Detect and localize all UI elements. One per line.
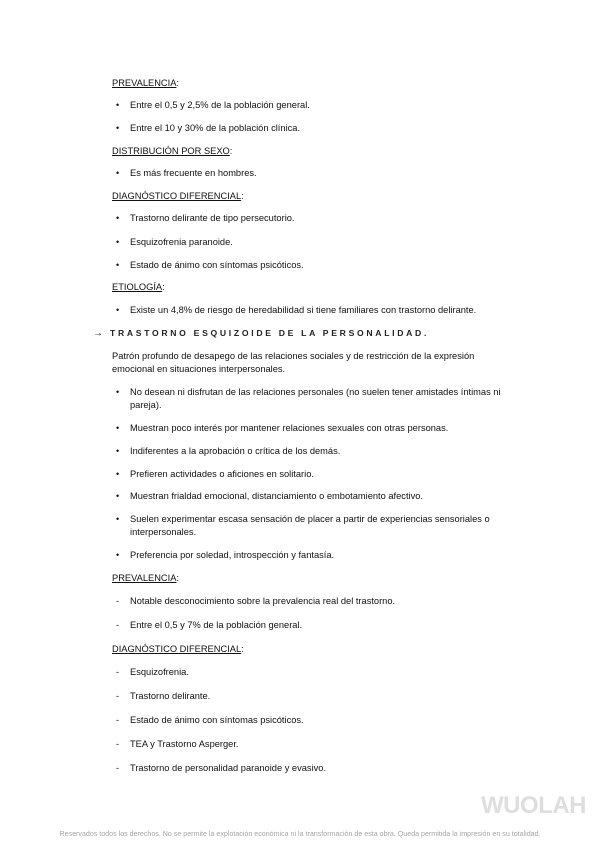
list-item: Esquizofrenia.: [130, 667, 189, 677]
bullet-marker: •: [116, 446, 120, 456]
dash-marker: -: [116, 691, 119, 701]
bullet-marker: •: [116, 123, 120, 133]
footer-disclaimer: Reservados todos los derechos. No se permite la explotación económica ni la transformación de esta obra. Queda permitida la impresión en su totalidad.: [59, 830, 541, 838]
bullet-marker: •: [116, 491, 120, 501]
dash-marker: -: [116, 596, 119, 606]
title-text: ETIOLOGÍA: [112, 282, 163, 292]
list-item: Entre el 0,5 y 2,5% de la población general.: [130, 100, 310, 110]
list-item: Trastorno de personalidad paranoide y evasivo.: [130, 763, 327, 773]
bullet-marker: •: [116, 550, 120, 560]
title-text: DISTRIBUCIÓN POR SEXO: [112, 146, 230, 156]
title-colon: :: [229, 146, 233, 156]
dash-marker: -: [116, 715, 119, 725]
bullet-marker: •: [116, 305, 120, 315]
dash-marker: -: [116, 667, 119, 677]
list-item: Muestran poco interés por mantener relaciones sexuales con otras personas.: [130, 423, 449, 433]
intro-paragraph: Patrón profundo de desapego de las relaciones sociales y de restricción de la expresión emocional en situaciones interpersonales.: [112, 351, 475, 374]
list-item: Entre el 10 y 30% de la población clínica.: [130, 123, 301, 133]
section-title-etiologia: [112, 281, 165, 294]
bullet-marker: •: [116, 387, 120, 397]
title-text: DIAGNÓSTICO DIFERENCIAL: [112, 191, 242, 201]
title-colon: :: [176, 573, 180, 583]
title-colon: :: [241, 644, 244, 654]
list-item: Estado de ánimo con síntomas psicóticos.: [130, 715, 304, 725]
section-title-sexo: [112, 145, 232, 158]
list-item: Trastorno delirante de tipo persecutorio.: [130, 213, 295, 223]
arrow-icon: →: [93, 328, 103, 339]
dash-marker: -: [116, 739, 119, 749]
title-colon: :: [176, 78, 180, 88]
list-item: Preferencia por soledad, introspección y fantasía.: [130, 550, 335, 560]
list-item: Existe un 4,8% de riesgo de heredabilidad si tiene familiares con trastorno delirante.: [130, 305, 477, 315]
section-title-prevalencia: [112, 77, 179, 90]
list-item: Trastorno delirante.: [130, 691, 211, 701]
list-item: Entre el 0,5 y 7% de la población general.: [130, 620, 303, 630]
bullet-marker: •: [116, 100, 120, 110]
list-item: Es más frecuente en hombres.: [130, 168, 257, 178]
list-item: Notable desconocimiento sobre la prevalencia real del trastorno.: [130, 596, 396, 606]
section-heading: TRASTORNO ESQUIZOIDE DE LA PERSONALIDAD.: [110, 328, 430, 338]
list-item: TEA y Trastorno Asperger.: [130, 739, 239, 749]
section-title-diagnostico-2: [112, 643, 244, 656]
dash-marker: -: [116, 620, 119, 630]
title-text: DIAGNÓSTICO DIFERENCIAL: [112, 644, 242, 654]
title-text: PREVALENCIA: [112, 573, 177, 583]
list-item: Estado de ánimo con síntomas psicóticos.: [130, 260, 304, 270]
bullet-marker: •: [116, 237, 120, 247]
bullet-marker: •: [116, 168, 120, 178]
title-colon: :: [241, 191, 244, 201]
list-item: Esquizofrenia paranoide.: [130, 237, 233, 247]
list-item: No desean ni disfrutan de las relaciones personales (no suelen tener amistades íntimas ni pareja).: [130, 387, 501, 410]
list-item: Muestran frialdad emocional, distanciamiento o embotamiento afectivo.: [130, 491, 424, 501]
bullet-marker: •: [116, 469, 120, 479]
section-title-prevalencia-2: [112, 572, 179, 585]
bullet-marker: •: [116, 260, 120, 270]
title-colon: :: [162, 282, 165, 292]
title-text: PREVALENCIA: [112, 78, 177, 88]
bullet-marker: •: [116, 514, 120, 524]
bullet-marker: •: [116, 213, 120, 223]
list-item: Suelen experimentar escasa sensación de placer a partir de experiencias sensoriales o interpersonales.: [130, 514, 490, 537]
dash-marker: -: [116, 763, 119, 773]
wuolah-logo: WUOLAH: [481, 792, 586, 819]
list-item: Indiferentes a la aprobación o crítica de los demás.: [130, 446, 341, 456]
section-title-diagnostico: [112, 190, 244, 203]
list-item: Prefieren actividades o aficiones en solitario.: [130, 469, 314, 479]
bullet-marker: •: [116, 423, 120, 433]
